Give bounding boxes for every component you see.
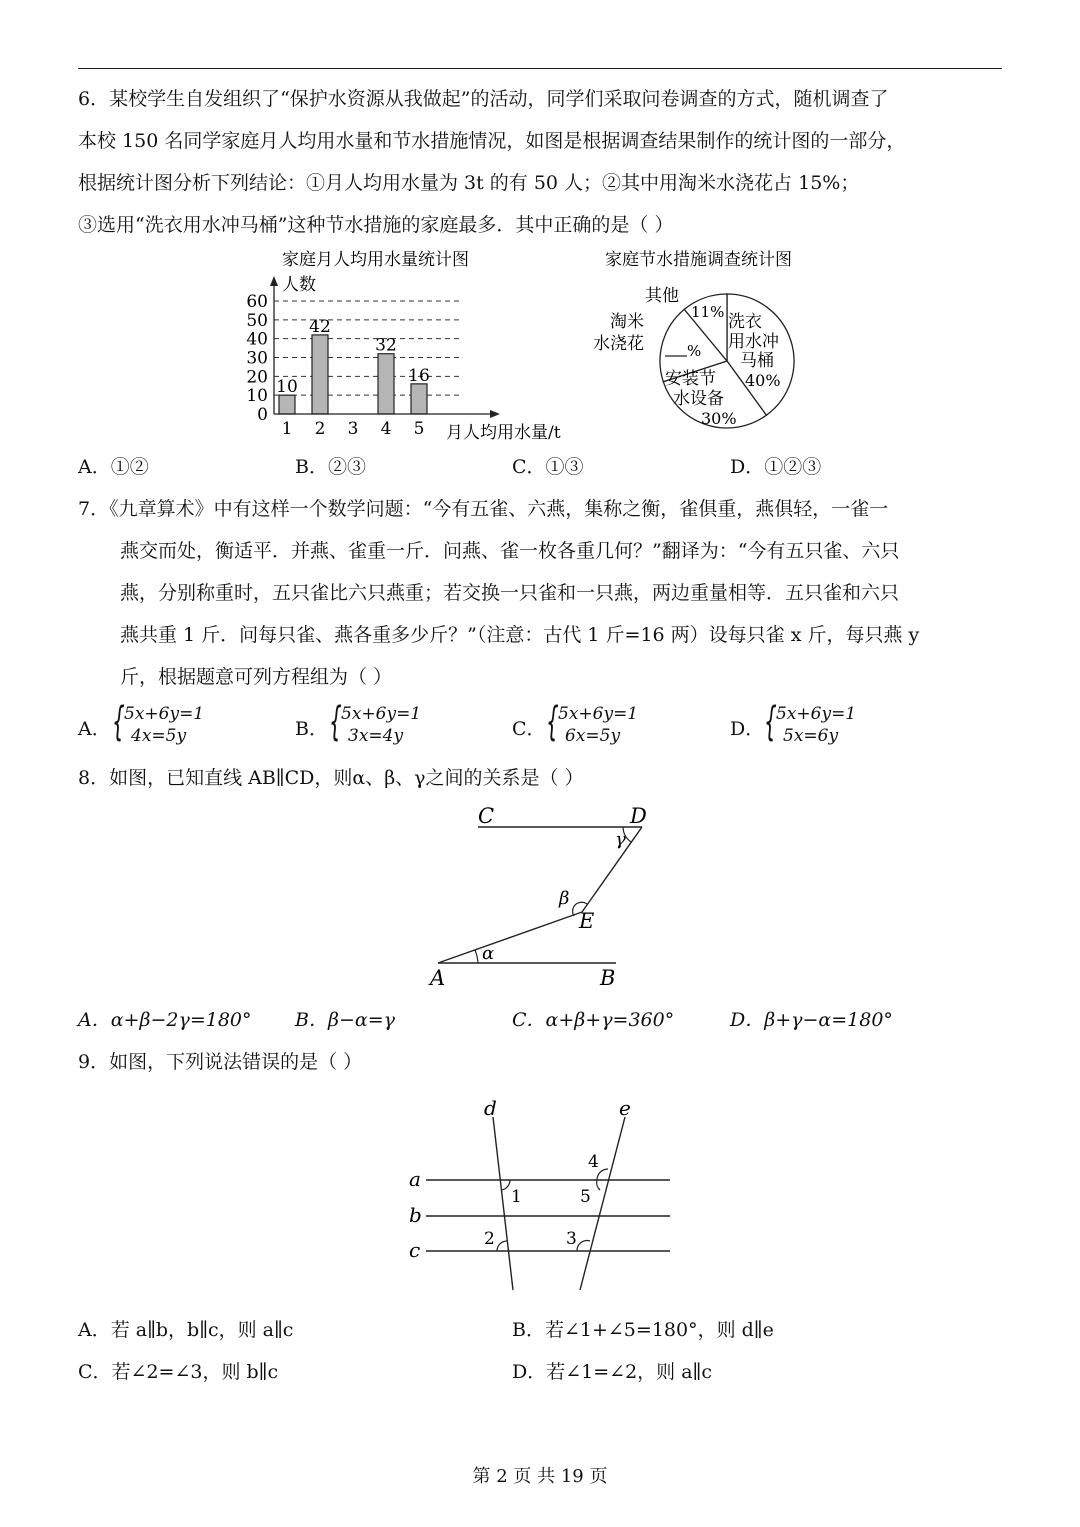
pie-pct-rice: % xyxy=(687,342,702,360)
q9-stem: 9．如图，下列说法错误的是（ ） xyxy=(78,1051,363,1073)
label-angle-4: 4 xyxy=(588,1152,599,1172)
x-tick-label: 4 xyxy=(380,419,392,439)
q8-parallel-lines-figure xyxy=(420,800,660,995)
brace-icon: { xyxy=(764,699,777,745)
x-tick-label: 3 xyxy=(347,419,359,439)
q8-option-a[interactable]: A．α+β−2γ=180° xyxy=(78,1009,252,1031)
y-tick-label: 60 xyxy=(246,292,268,312)
y-tick-label: 40 xyxy=(246,329,268,350)
q6-option-b[interactable]: B．②③ xyxy=(295,456,366,478)
y-tick-label: 20 xyxy=(246,367,268,388)
q8-option-d[interactable]: D．β+γ−α=180° xyxy=(730,1009,893,1031)
q7-d-eq2: 5x=6y xyxy=(783,726,839,746)
label-a: a xyxy=(409,1167,421,1191)
q6-line-1: 6．某校学生自发组织了“保护水资源从我做起”的活动，同学们采取问卷调查的方式，随机调查了 xyxy=(78,88,889,110)
bar-data-label: 42 xyxy=(309,316,331,337)
label-angle-1: 1 xyxy=(511,1187,522,1207)
x-axis-arrow-icon xyxy=(490,410,500,418)
bar xyxy=(312,335,328,414)
brace-icon: { xyxy=(329,699,342,745)
pie-label-wash-3: 马桶 xyxy=(740,351,774,371)
segment-de xyxy=(582,827,642,912)
q8-stem: 8．如图，已知直线 AB∥CD，则α、β、γ之间的关系是（ ） xyxy=(78,767,584,789)
label-d: d xyxy=(484,1096,497,1120)
q7-option-d-letter[interactable]: D． xyxy=(730,718,765,740)
label-e: e xyxy=(619,1096,631,1120)
label-d: D xyxy=(630,804,647,828)
water-saving-pie-chart xyxy=(585,244,835,444)
q9-transversal-figure xyxy=(400,1090,680,1300)
segment-ae xyxy=(438,912,582,963)
pie-pct-wash: 40% xyxy=(745,371,781,390)
pie-chart-title: 家庭节水措施调查统计图 xyxy=(605,250,792,270)
bar-data-label: 16 xyxy=(408,365,430,386)
label-beta: β xyxy=(559,888,570,909)
q8-option-c[interactable]: C．α+β+γ=360° xyxy=(512,1009,675,1031)
q6-option-c[interactable]: C．①③ xyxy=(512,456,584,478)
label-e: E xyxy=(579,909,595,933)
y-tick-label: 50 xyxy=(246,310,268,331)
q8-option-b[interactable]: B．β−α=γ xyxy=(295,1009,395,1031)
q7-line-1: 7．《九章算术》中有这样一个数学问题：“今有五雀、六燕，集称之衡，雀俱重，燕俱轻，一雀一 xyxy=(78,498,889,520)
x-tick-label: 2 xyxy=(314,419,326,439)
y-tick-label: 30 xyxy=(246,348,268,369)
q6-line-3: 根据统计图分析下列结论：①月人均用水量为 3t 的有 50 人；②其中用淘米水浇花占 15%； xyxy=(78,172,860,194)
pie-label-other: 其他 xyxy=(645,286,679,306)
q6-option-a[interactable]: A．①② xyxy=(78,456,149,478)
q7-c-eq1: 5x+6y=1 xyxy=(558,704,639,724)
q7-option-c-letter[interactable]: C． xyxy=(512,718,546,740)
brace-icon: { xyxy=(112,699,125,745)
bar xyxy=(279,395,295,414)
bar-data-label: 32 xyxy=(375,335,397,356)
q9-option-d[interactable]: D．若∠1=∠2，则 a∥c xyxy=(512,1361,712,1383)
bar xyxy=(378,354,394,414)
brace-icon: { xyxy=(546,699,559,745)
q7-b-eq1: 5x+6y=1 xyxy=(341,704,422,724)
q6-option-d[interactable]: D．①②③ xyxy=(730,456,822,478)
q9-option-c[interactable]: C．若∠2=∠3，则 b∥c xyxy=(78,1361,279,1383)
q7-d-eq1: 5x+6y=1 xyxy=(776,704,857,724)
pie-label-install-2: 水设备 xyxy=(673,389,724,409)
label-angle-2: 2 xyxy=(484,1229,495,1249)
angle1-arc-icon xyxy=(501,1180,510,1190)
x-tick-label: 1 xyxy=(281,419,293,439)
header-rule xyxy=(78,68,1002,69)
pie-pct-install: 30% xyxy=(701,409,737,428)
bar xyxy=(411,384,427,414)
label-a: A xyxy=(430,966,446,990)
y-tick-label: 10 xyxy=(246,386,268,407)
pie-pct-other: 11% xyxy=(691,303,725,321)
label-b: b xyxy=(409,1203,422,1227)
q7-c-eq2: 6x=5y xyxy=(565,726,621,746)
q9-option-a[interactable]: A．若 a∥b，b∥c，则 a∥c xyxy=(78,1319,294,1341)
q7-line-4: 燕共重 1 斤．问每只雀、燕各重多少斤？”（注意：古代 1 斤=16 两）设每只雀 x 斤，每只燕 y xyxy=(120,624,920,646)
bar-chart-xlabel: 月人均用水量/t xyxy=(446,423,561,443)
pie-label-wash-2: 用水冲 xyxy=(728,332,779,352)
label-angle-5: 5 xyxy=(580,1187,591,1207)
label-alpha: α xyxy=(482,943,495,964)
pie-label-wash-1: 洗衣 xyxy=(728,312,762,332)
bar-chart-title: 家庭月人均用水量统计图 xyxy=(282,250,469,270)
angle3-arc-icon xyxy=(577,1241,590,1251)
water-usage-bar-chart xyxy=(230,244,600,444)
label-c: c xyxy=(409,1238,421,1262)
q7-line-5: 斤，根据题意可列方程组为（ ） xyxy=(120,666,393,688)
label-angle-3: 3 xyxy=(566,1229,577,1249)
q7-b-eq2: 3x=4y xyxy=(348,726,404,746)
angle2-arc-icon xyxy=(497,1241,507,1251)
pie-label-rice-2: 水浇花 xyxy=(593,334,644,354)
x-tick-label: 5 xyxy=(413,419,425,439)
q9-option-b[interactable]: B．若∠1+∠5=180°，则 d∥e xyxy=(512,1319,774,1341)
bar-chart-ylabel: 人数 xyxy=(282,275,316,295)
alpha-arc-icon xyxy=(475,950,478,963)
line-d xyxy=(493,1117,513,1290)
label-b: B xyxy=(600,966,616,990)
q7-a-eq1: 5x+6y=1 xyxy=(124,704,205,724)
pie-label-install-1: 安装节 xyxy=(665,369,716,389)
q7-line-3: 燕，分别称重时，五只雀比六只燕重；若交换一只雀和一只燕，两边重量相等．五只雀和六只 xyxy=(120,582,900,604)
q7-option-b-letter[interactable]: B． xyxy=(295,718,328,740)
q7-a-eq2: 4x=5y xyxy=(131,726,187,746)
y-tick-label: 0 xyxy=(257,405,268,425)
q6-line-4: ③选用“洗衣用水冲马桶”这种节水措施的家庭最多．其中正确的是（ ） xyxy=(78,214,674,236)
bar-data-label: 10 xyxy=(276,377,298,398)
angle5-arc-icon xyxy=(597,1180,600,1190)
y-axis-arrow-icon xyxy=(270,276,278,286)
page-footer: 第 2 页 共 19 页 xyxy=(472,1466,608,1487)
label-gamma: γ xyxy=(615,829,626,850)
label-c: C xyxy=(478,804,495,828)
q7-line-2: 燕交而处，衡适平．并燕、雀重一斤．问燕、雀一枚各重几何？”翻译为：“今有五只雀、六只 xyxy=(120,540,900,562)
pie-label-rice-1: 淘米 xyxy=(610,312,644,332)
q7-option-a-letter[interactable]: A． xyxy=(78,718,111,740)
q6-line-2: 本校 150 名同学家庭月人均用水量和节水措施情况，如图是根据调查结果制作的统计图的一部分， xyxy=(78,130,906,152)
